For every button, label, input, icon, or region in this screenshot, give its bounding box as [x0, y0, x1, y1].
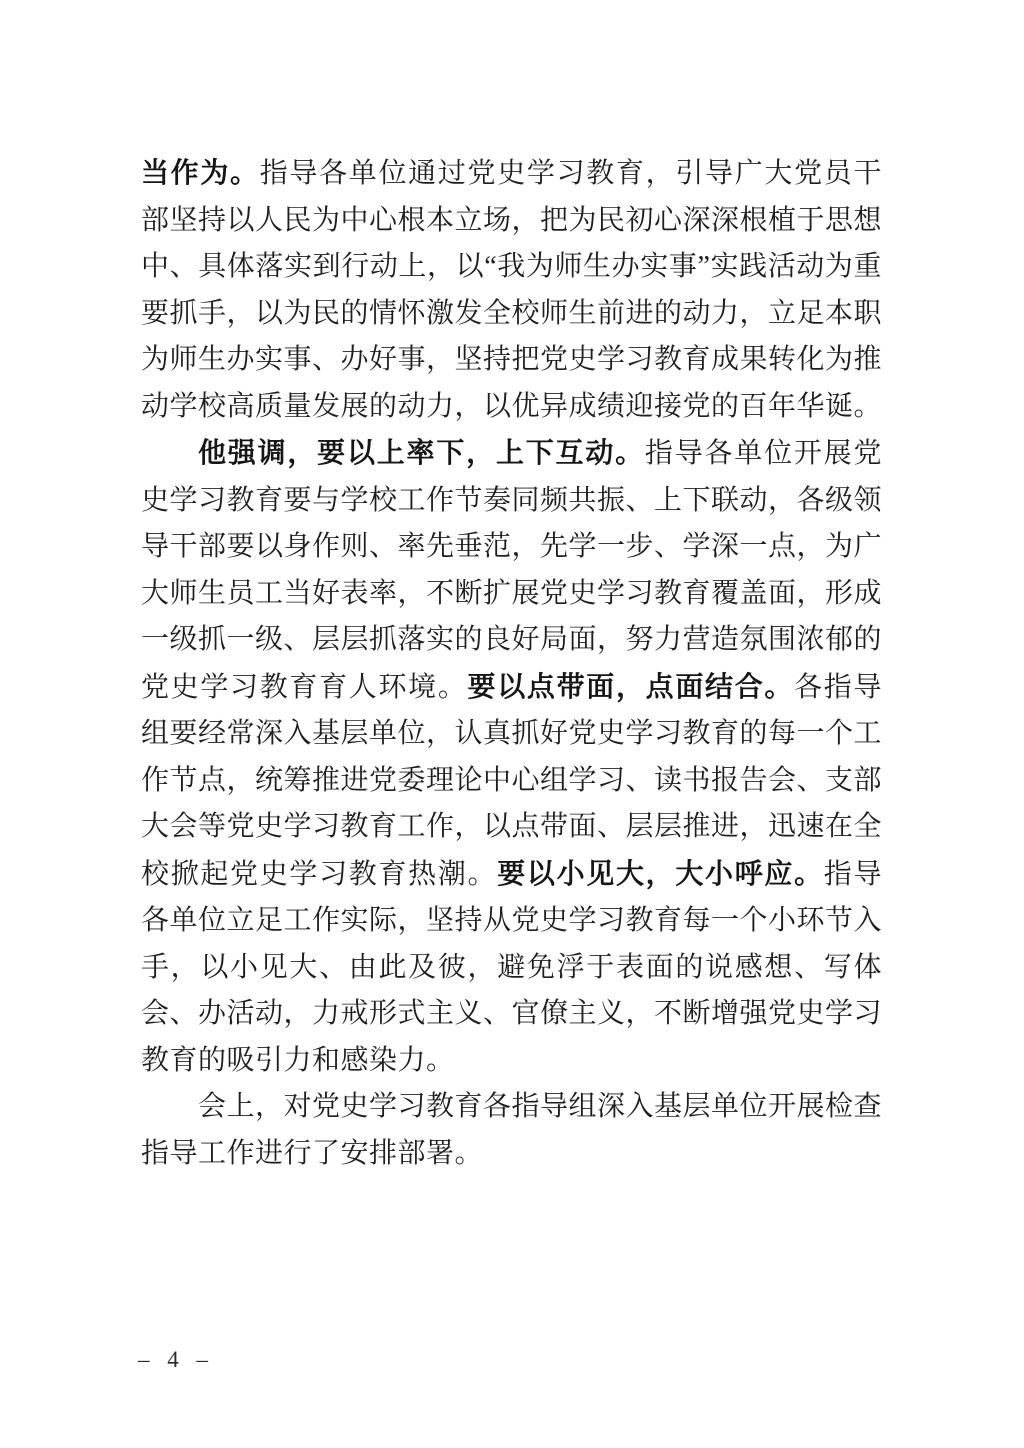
paragraph	[141, 430, 882, 1084]
emphasis-run: 当作为。	[141, 157, 260, 188]
text-run: 指导各单位立足工作实际，坚持从党史学习教育每一个小环节入手，以小见大、由此及彼，避免浮于表面的说感想、写体会、办活动，力戒形式主义、官僚主义，不断增强党史学习教育的吸引力和感染力。	[141, 858, 883, 1076]
page-number: – 4 –	[138, 1347, 214, 1372]
paragraph	[141, 1084, 882, 1177]
paragraph	[141, 150, 882, 430]
text-run: 指导各单位通过党史学习教育，引导广大党员干部坚持以人民为中心根本立场，把为民初心深深根植于思想中、具体落实到行动上，以“我为师生办实事”实践活动为重要抓手，以为民的情怀激发全校师生前进的动力，立足本职为师生办实事、办好事，坚持把党史学习教育成果转化为推动学校高质量发展的动力，以优异成绩迎接党的百年华诞。	[141, 158, 883, 422]
emphasis-run: 要以小见大，大小呼应。	[497, 857, 824, 889]
text-run: 会上，对党史学习教育各指导组深入基层单位开展检查指导工作进行了安排部署。	[141, 1091, 883, 1169]
text-run: 指导各单位开展党史学习教育要与学校工作节奏同频共振、上下联动，各级领导干部要以身作则、率先垂范，先学一步、学深一点，为广大师生员工当好表率，不断扩展党史学习教育覆盖面，形成一级抓一级、层层抓落实的良好局面，努力营造氛围浓郁的党史学习教育育人环境。	[141, 438, 883, 703]
emphasis-run: 他强调，要以上率下，上下互动。	[198, 437, 645, 468]
text-run: 各指导组要经常深入基层单位，认真抓好党史学习教育的每一个工作节点，统筹推进党委理论中心组学习、读书报告会、支部大会等党史学习教育工作，以点带面、层层推进，迅速在全校掀起党史学习教育热潮。	[141, 671, 883, 890]
emphasis-run: 要以点带面，点面结合。	[467, 670, 795, 702]
document-body	[141, 150, 882, 1177]
